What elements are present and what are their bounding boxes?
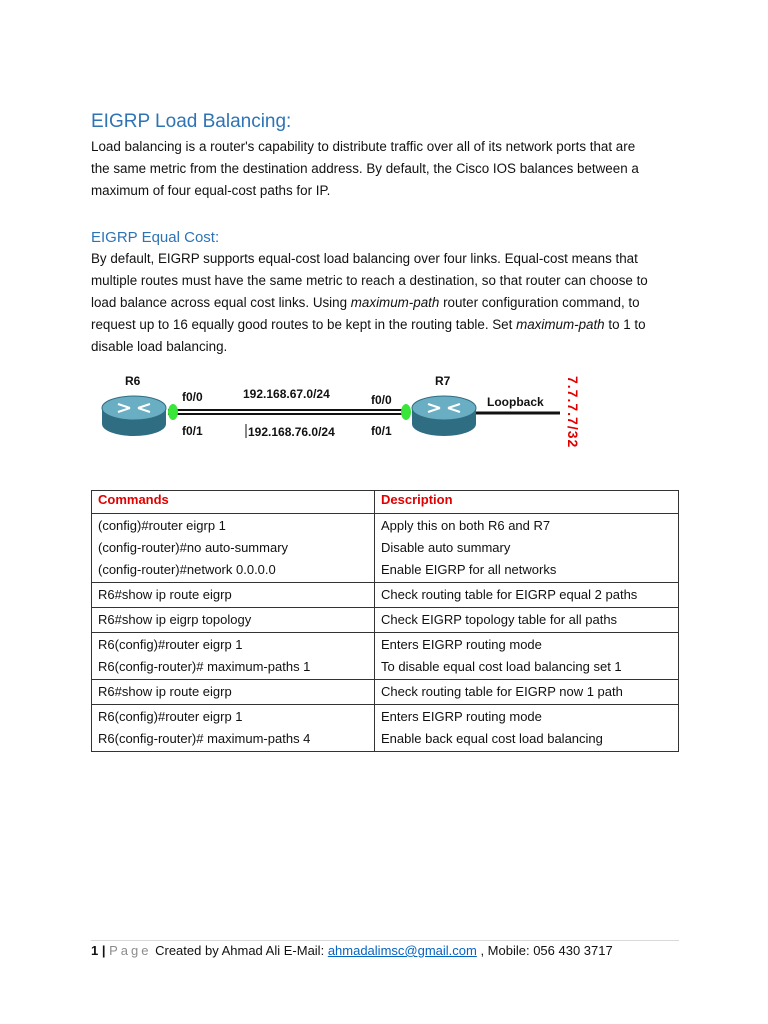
commands-header: Commands [92, 491, 375, 514]
description-cell: Check EIGRP topology table for all paths [375, 608, 679, 633]
page-footer [91, 943, 613, 958]
table-row [92, 583, 679, 608]
command-cell: R6(config)#router eigrp 1 R6(config-router)# maximum-paths 1 [92, 633, 375, 680]
table-row [92, 633, 679, 680]
table-row [92, 680, 679, 705]
paragraph-line: load balance across equal cost links. Using maximum-path router configuration command, to [91, 295, 640, 310]
network-diagram [90, 368, 600, 468]
paragraph-line: request up to 16 equally good routes to be kept in the routing table. Set maximum-path to 1 to [91, 317, 646, 332]
command-cell: R6#show ip route eigrp [92, 583, 375, 608]
paragraph-line: multiple routes must have the same metric to reach a destination, so that router can choose to [91, 273, 648, 288]
command-cell: R6(config)#router eigrp 1 R6(config-router)# maximum-paths 4 [92, 705, 375, 752]
network-1-label: 192.168.67.0/24 [243, 387, 330, 401]
command-cell: R6#show ip route eigrp [92, 680, 375, 705]
description-cell: Check routing table for EIGRP equal 2 paths [375, 583, 679, 608]
paragraph-line: disable load balancing. [91, 339, 228, 354]
created-by-text: Created by Ahmad Ali E-Mail: [155, 943, 328, 958]
description-header: Description [375, 491, 679, 514]
table-row [92, 705, 679, 752]
intro-line: Load balancing is a router's capability to distribute traffic over all of its network ports that are [91, 139, 636, 154]
paragraph-line: By default, EIGRP supports equal-cost load balancing over four links. Equal-cost means that [91, 251, 638, 266]
r6-interface-dot [168, 404, 178, 420]
intro-line: the same metric from the destination address. By default, the Cisco IOS balances between a [91, 161, 639, 176]
description-cell: Enters EIGRP routing mode To disable equal cost load balancing set 1 [375, 633, 679, 680]
section-heading: EIGRP Equal Cost: [91, 229, 220, 246]
description-cell: Enters EIGRP routing mode Enable back equal cost load balancing [375, 705, 679, 752]
page-number: 1 | [91, 943, 106, 958]
intro-line: maximum of four equal-cost paths for IP. [91, 183, 331, 198]
table-row [92, 608, 679, 633]
email-link[interactable]: ahmadalimsc@gmail.com [327, 943, 477, 958]
description-cell: Check routing table for EIGRP now 1 path [375, 680, 679, 705]
command-cell: (config)#router eigrp 1 (config-router)#no auto-summary (config-router)#network 0.0.0.0 [92, 514, 375, 583]
r7-f00-label: f0/0 [371, 393, 392, 407]
mobile-text: , Mobile: 056 430 3717 [476, 943, 613, 958]
equal-cost-paragraph [91, 248, 691, 358]
description-cell: Apply this on both R6 and R7 Disable auto summary Enable EIGRP for all networks [375, 514, 679, 583]
r6-f01-label: f0/1 [182, 424, 203, 438]
table-row [92, 514, 679, 583]
network-2-label: 192.168.76.0/24 [248, 425, 335, 439]
footer-divider [91, 940, 679, 941]
intro-paragraph [91, 136, 691, 202]
page-title: EIGRP Load Balancing: [91, 111, 292, 132]
table-header-row [92, 491, 679, 514]
router-r6-icon[interactable] [102, 396, 166, 436]
r6-f00-label: f0/0 [182, 390, 203, 404]
router-r7-icon[interactable] [412, 396, 476, 436]
r6-label: R6 [125, 374, 141, 388]
loopback-ip-label: 7.7.7.7/32 [565, 376, 581, 449]
loopback-label: Loopback [487, 395, 544, 409]
r7-interface-dot [401, 404, 411, 420]
r7-label: R7 [435, 374, 451, 388]
page-word: Page [109, 943, 152, 958]
command-cell: R6#show ip eigrp topology [92, 608, 375, 633]
r7-f01-label: f0/1 [371, 424, 392, 438]
commands-table [91, 490, 679, 752]
